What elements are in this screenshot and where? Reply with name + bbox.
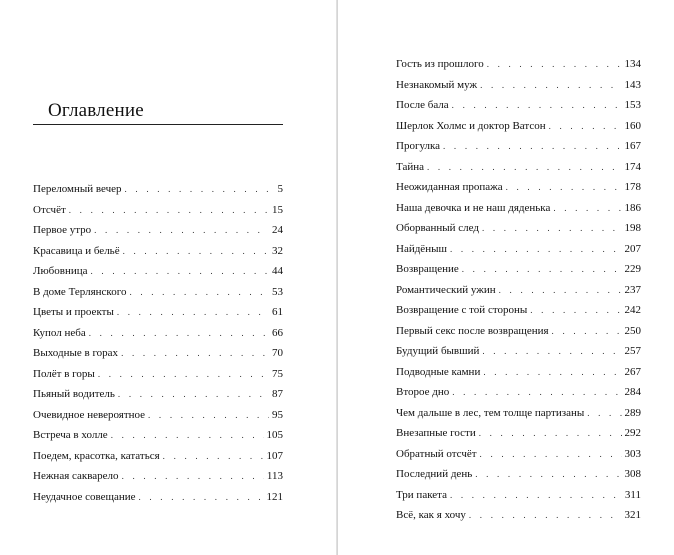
toc-entry-title: Всё, как я хочу — [396, 509, 466, 521]
toc-entry — [33, 323, 283, 344]
toc-entry — [396, 464, 641, 485]
toc-entry — [33, 302, 283, 323]
toc-entry-page: 70 — [272, 347, 283, 359]
toc-entry-title: Очевидное невероятное — [33, 408, 146, 421]
toc-entry-title: Неожиданная пропажа — [396, 181, 503, 193]
toc-entry — [33, 261, 283, 282]
toc-leader-dots — [427, 157, 622, 178]
toc-entry — [396, 505, 641, 526]
toc-entry-page: 153 — [624, 99, 641, 111]
toc-leader-dots — [506, 177, 622, 198]
toc-entry-title: Поедем, красотка, кататься — [33, 449, 160, 462]
toc-entry — [396, 321, 641, 342]
toc-entry — [396, 259, 641, 280]
toc-entry-title: Романтический ужин — [396, 283, 496, 296]
toc-entry-page: 308 — [624, 468, 641, 480]
toc-entry — [33, 241, 283, 262]
toc-entry-page: 237 — [624, 283, 641, 296]
toc-entry-page: 95 — [272, 408, 283, 421]
toc-leader-dots — [125, 179, 275, 200]
toc-entry — [396, 198, 641, 219]
toc-entry-title: Красавица и бельё — [33, 244, 120, 257]
toc-entry-page: 160 — [624, 119, 641, 132]
toc-entry-page: 143 — [624, 78, 641, 91]
toc-entry-page: 5 — [277, 183, 283, 195]
toc-entry-title: Незнакомый муж — [396, 78, 478, 91]
toc-entry-page: 53 — [272, 285, 283, 298]
toc-leader-dots — [443, 136, 621, 157]
toc-leader-dots — [482, 218, 622, 239]
toc-leader-dots — [553, 198, 621, 219]
toc-leader-dots — [480, 444, 622, 465]
toc-entry-page: 66 — [272, 326, 283, 339]
toc-leader-dots — [122, 466, 264, 487]
toc-leader-dots — [450, 239, 622, 260]
toc-entry-title: Полёт в горы — [33, 367, 95, 380]
toc-entry — [396, 382, 641, 403]
toc-entry-title: Переломный вечер — [33, 183, 122, 195]
toc-entry-page: 250 — [624, 324, 641, 337]
toc-entry-page: 15 — [272, 203, 283, 216]
toc-entry-title: Выходные в горах — [33, 347, 119, 359]
toc-entry — [396, 116, 641, 137]
toc-entry-page: 321 — [624, 509, 641, 521]
toc-leader-dots — [469, 505, 622, 526]
toc-entry-page: 207 — [624, 242, 641, 255]
toc-list-left — [33, 179, 283, 507]
toc-entry-page: 284 — [624, 386, 641, 398]
toc-entry — [396, 444, 641, 465]
toc-leader-dots — [89, 323, 269, 344]
toc-entry — [33, 425, 283, 446]
toc-entry-title: Найдёныш — [396, 242, 447, 255]
toc-leader-dots — [91, 261, 269, 282]
toc-entry-title: Неудачное совещание — [33, 490, 136, 503]
toc-leader-dots — [587, 403, 621, 424]
toc-entry-title: Возвращение — [396, 263, 459, 275]
toc-entry-page: 311 — [624, 488, 641, 501]
toc-leader-dots — [475, 464, 621, 485]
toc-entry-page: 24 — [272, 224, 283, 236]
toc-entry-title: Чем дальше в лес, тем толще партизаны — [396, 406, 585, 419]
toc-leader-dots — [480, 75, 621, 96]
toc-entry-title: Первый секс после возвращения — [396, 324, 549, 337]
toc-entry-title: Любовница — [33, 265, 88, 277]
toc-leader-dots — [530, 300, 621, 321]
toc-entry-title: Будущий бывший — [396, 345, 480, 357]
toc-leader-dots — [111, 425, 264, 446]
toc-entry — [396, 177, 641, 198]
toc-entry — [33, 364, 283, 385]
toc-leader-dots — [163, 446, 264, 467]
toc-entry — [396, 485, 641, 506]
toc-entry — [33, 466, 283, 487]
toc-entry-title: Три пакета — [396, 488, 447, 501]
toc-entry — [396, 280, 641, 301]
toc-leader-dots — [487, 54, 622, 75]
toc-entry-title: Гость из прошлого — [396, 58, 484, 70]
toc-entry-title: Наша девочка и не наш дяденька — [396, 201, 551, 214]
toc-leader-dots — [482, 341, 621, 362]
toc-entry-page: 198 — [624, 222, 641, 234]
toc-entry — [396, 362, 641, 383]
toc-entry-title: После бала — [396, 99, 449, 111]
toc-entry-title: Последний день — [396, 468, 473, 480]
toc-entry-page: 292 — [624, 427, 641, 439]
toc-entry-title: Нежная сакварело — [33, 470, 119, 482]
toc-entry-page: 186 — [624, 201, 641, 214]
left-page — [0, 0, 336, 555]
toc-entry-page: 32 — [272, 244, 283, 257]
toc-leader-dots — [118, 384, 269, 405]
toc-entry-title: Внезапные гости — [396, 427, 476, 439]
toc-entry — [396, 157, 641, 178]
toc-entry-page: 229 — [624, 263, 641, 275]
toc-entry-page: 107 — [266, 449, 283, 462]
toc-entry — [396, 95, 641, 116]
toc-leader-dots — [123, 241, 269, 262]
toc-entry-page: 178 — [624, 181, 641, 193]
toc-leader-dots — [483, 362, 621, 383]
toc-entry-page: 75 — [272, 367, 283, 380]
toc-entry — [33, 446, 283, 467]
toc-leader-dots — [121, 343, 269, 364]
toc-entry — [396, 136, 641, 157]
toc-leader-dots — [452, 382, 621, 403]
toc-leader-dots — [129, 282, 269, 303]
toc-leader-dots — [462, 259, 622, 280]
toc-heading: Оглавление — [48, 100, 144, 121]
toc-entry-page: 167 — [624, 140, 641, 152]
toc-entry-title: Возвращение с той стороны — [396, 304, 528, 316]
toc-entry-page: 303 — [624, 447, 641, 460]
toc-entry-page: 87 — [272, 388, 283, 400]
toc-entry — [396, 300, 641, 321]
toc-entry — [396, 403, 641, 424]
toc-entry — [396, 239, 641, 260]
toc-entry-title: Прогулка — [396, 140, 441, 152]
toc-entry-title: Тайна — [396, 160, 424, 173]
toc-entry-title: Пьяный водитель — [33, 388, 115, 400]
toc-entry-title: Обратный отсчёт — [396, 447, 477, 460]
toc-leader-dots — [117, 302, 269, 323]
toc-entry-title: Шерлок Холмс и доктор Ватсон — [396, 119, 546, 132]
toc-entry — [33, 384, 283, 405]
toc-list-right — [396, 54, 641, 526]
toc-leader-dots — [69, 200, 269, 221]
toc-leader-dots — [552, 321, 622, 342]
toc-entry-page: 121 — [266, 490, 283, 503]
toc-entry — [33, 282, 283, 303]
toc-entry-page: 289 — [624, 406, 641, 419]
toc-leader-dots — [499, 280, 622, 301]
toc-entry — [33, 405, 283, 426]
toc-entry-page: 44 — [272, 265, 283, 277]
toc-leader-dots — [98, 364, 269, 385]
toc-entry — [33, 200, 283, 221]
toc-entry-page: 134 — [624, 58, 641, 70]
toc-entry — [396, 423, 641, 444]
toc-entry — [396, 75, 641, 96]
toc-entry — [396, 341, 641, 362]
toc-entry — [33, 220, 283, 241]
toc-entry-page: 61 — [272, 306, 283, 318]
toc-leader-dots — [549, 116, 622, 137]
toc-entry — [33, 487, 283, 508]
toc-entry-title: Первое утро — [33, 224, 92, 236]
toc-leader-dots — [479, 423, 622, 444]
toc-entry-title: Цветы и проекты — [33, 306, 114, 318]
toc-entry — [396, 218, 641, 239]
toc-entry — [33, 343, 283, 364]
toc-entry-title: Встреча в холле — [33, 429, 108, 441]
toc-entry-page: 267 — [624, 365, 641, 378]
toc-leader-dots — [452, 95, 622, 116]
toc-entry-page: 257 — [624, 345, 641, 357]
toc-entry-title: Оборванный след — [396, 222, 479, 234]
toc-entry-title: Подводные камни — [396, 365, 481, 378]
toc-leader-dots — [450, 485, 622, 506]
toc-entry-page: 105 — [266, 429, 283, 441]
toc-leader-dots — [94, 220, 269, 241]
toc-entry-title: Купол неба — [33, 326, 86, 339]
toc-leader-dots — [148, 405, 269, 426]
toc-entry — [396, 54, 641, 75]
toc-entry — [33, 179, 283, 200]
toc-entry-title: Отсчёт — [33, 203, 66, 216]
toc-entry-title: Второе дно — [396, 386, 450, 398]
toc-leader-dots — [139, 487, 264, 508]
heading-underline — [33, 124, 283, 125]
toc-entry-title: В доме Терлянского — [33, 285, 127, 298]
toc-entry-page: 174 — [624, 160, 641, 173]
toc-entry-page: 113 — [266, 470, 283, 482]
toc-entry-page: 242 — [624, 304, 641, 316]
